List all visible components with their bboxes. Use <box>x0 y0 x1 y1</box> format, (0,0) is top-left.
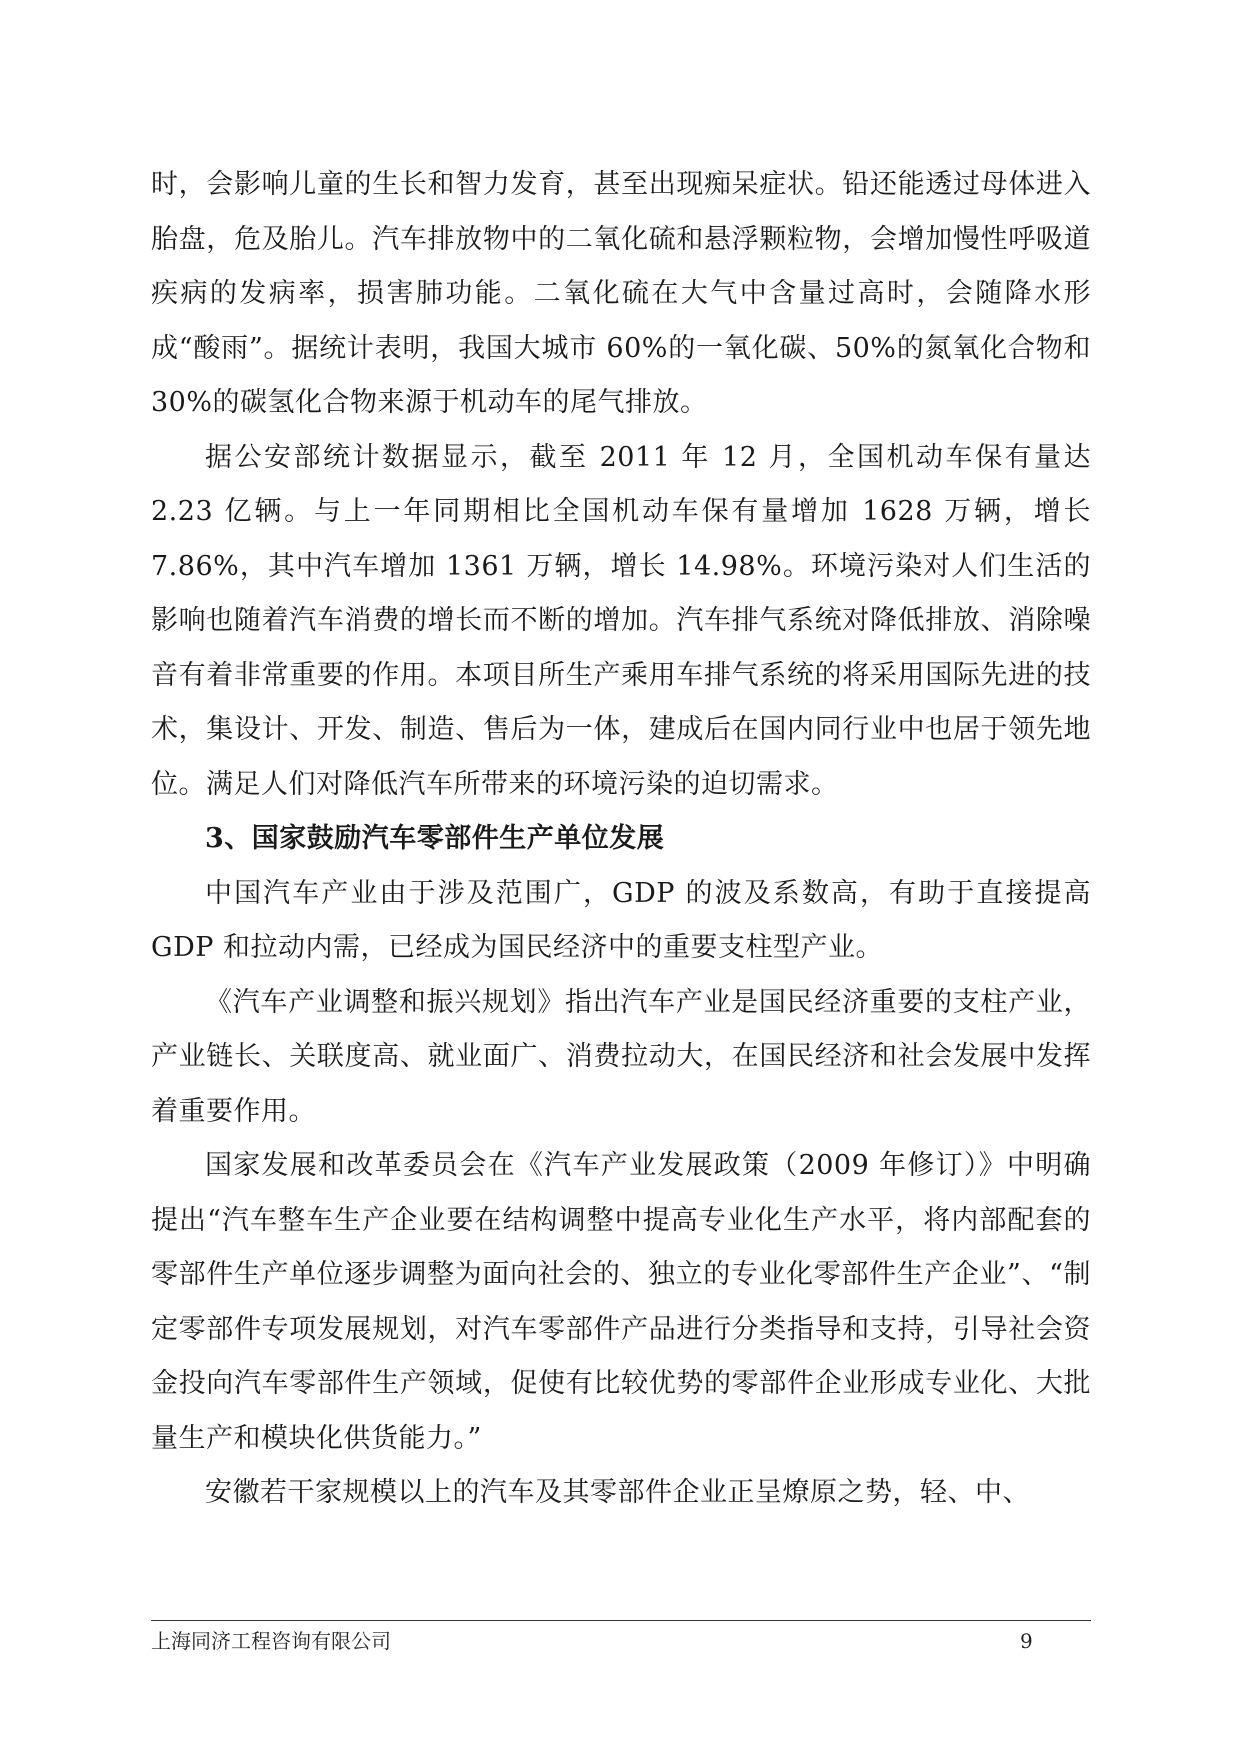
section-heading: 3、国家鼓励汽车零部件生产单位发展 <box>205 823 665 854</box>
paragraph-pollution-effects: 时，会影响儿童的生长和智力发育，甚至出现痴呆症状。铅还能透过母体进入胎盘，危及胎儿。汽车排放物中的二氧化硫和悬浮颗粒物，会增加慢性呼吸道疾病的发病率，损害肺功能。二氧化硫在大气中含量过高时，会随降水形成“酸雨”。据统计表明，我国大城市 60%的一氧化碳、50%的氮氧化合物和 30%的碳氢化合物来源于机动车的尾气排放。 <box>151 169 1091 418</box>
paragraph-vehicle-statistics: 据公安部统计数据显示，截至 2011 年 12 月，全国机动车保有量达 2.23 亿辆。与上一年同期相比全国机动车保有量增加 1628 万辆，增长 7.86%，其中汽车增加 1361 万辆，增长 14.98%。环境污染对人们生活的影响也随着汽车消费的增长而不断的增加。汽车排气系统对降低排放、消除噪音有着非常重要的作用。本项目所生产乘用车排气系统的将采用国际先进的技术，集设计、开发、制造、售后为一体，建成后在国内同行业中也居于领先地位。满足人们对降低汽车所带来的环境污染的迫切需求。 <box>151 441 1091 800</box>
body-text <box>151 158 1091 1521</box>
footer-divider <box>151 1620 1091 1621</box>
footer-company-name: 上海同济工程咨询有限公司 <box>151 1629 391 1653</box>
paragraph-auto-industry-gdp: 中国汽车产业由于涉及范围广，GDP 的波及系数高，有助于直接提高 GDP 和拉动内需，已经成为国民经济中的重要支柱型产业。 <box>151 877 1091 963</box>
paragraph-industry-policy: 国家发展和改革委员会在《汽车产业发展政策（2009 年修订）》中明确提出“汽车整车生产企业要在结构调整中提高专业化生产水平，将内部配套的零部件生产单位逐步调整为面向社会的、独立的专业化零部件生产企业”、“制定零部件专项发展规划，对汽车零部件产品进行分类指导和支持，引导社会资金投向汽车零部件生产领域，促使有比较优势的零部件企业形成专业化、大批量生产和模块化供货能力。” <box>151 1150 1091 1454</box>
paragraph-anhui-enterprises: 安徽若干家规模以上的汽车及其零部件企业正呈燎原之势，轻、中、 <box>205 1477 1030 1508</box>
footer-page-number: 9 <box>1020 1629 1033 1653</box>
paragraph-revitalization-plan: 《汽车产业调整和振兴规划》指出汽车产业是国民经济重要的支柱产业，产业链长、关联度高、就业面广、消费拉动大，在国民经济和社会发展中发挥着重要作用。 <box>151 986 1091 1127</box>
